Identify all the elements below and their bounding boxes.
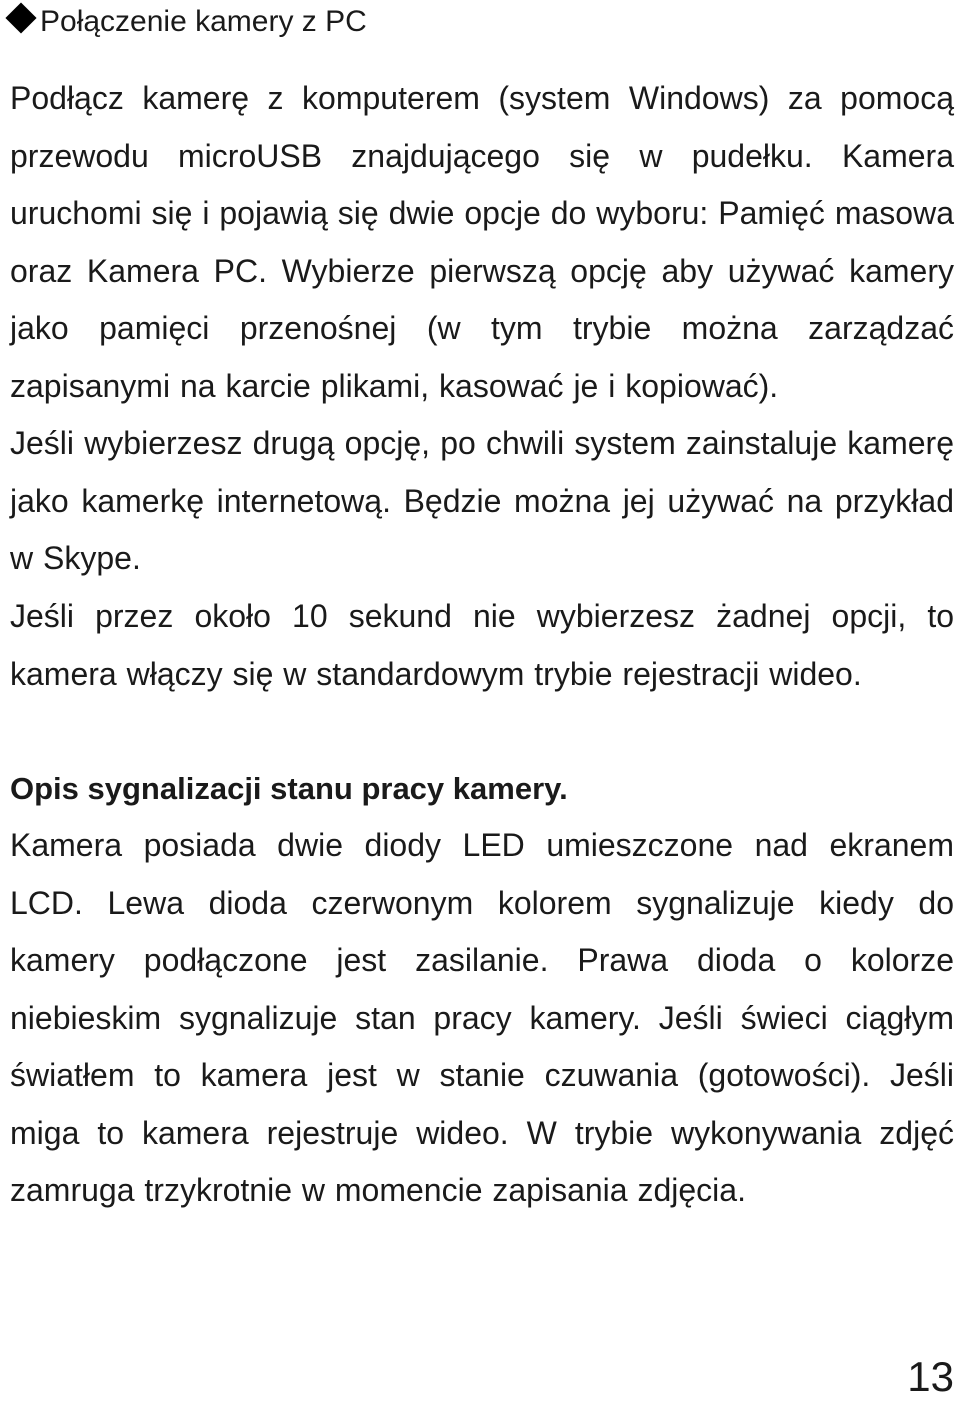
connection-paragraph-3: Jeśli przez około 10 sekund nie wybierzesz żadnej opcji, to kamera włączy się w standardowym trybie rejestracji wideo. — [10, 598, 954, 692]
section-heading — [10, 4, 367, 40]
status-section-title: Opis sygnalizacji stanu pracy kamery. — [10, 771, 568, 806]
connection-paragraph-1: Podłącz kamerę z komputerem (system Windows) za pomocą przewodu microUSB znajdującego się w pudełku. Kamera uruchomi się i pojawią się dwie opcje do wyboru: Pamięć masowa oraz Kamera PC. Wybierze pierwszą opcję aby używać kamery jako pamięci przenośnej (w tym trybie można zarządzać zapisanymi na karcie plikami, kasować je i kopiować). — [10, 80, 954, 404]
page-number: 13 — [907, 1353, 954, 1400]
diamond-bullet-icon — [5, 2, 36, 33]
connection-paragraph-2: Jeśli wybierzesz drugą opcję, po chwili system zainstaluje kamerę jako kamerkę internetową. Będzie można jej używać na przykład w Skype. — [10, 425, 954, 576]
status-section-paragraph: Kamera posiada dwie diody LED umieszczone nad ekranem LCD. Lewa dioda czerwonym kolorem sygnalizuje kiedy do kamery podłączone jest zasilanie. Prawa dioda o kolorze niebieskim sygnalizuje stan pracy kamery. Jeśli świeci ciągłym światłem to kamera jest w stanie czuwania (gotowości). Jeśli miga to kamera rejestruje wideo. W trybie wykonywania zdjęć zamruga trzykrotnie w momencie zapisania zdjęcia. — [10, 827, 954, 1208]
section-heading-text: Połączenie kamery z PC — [40, 5, 367, 38]
